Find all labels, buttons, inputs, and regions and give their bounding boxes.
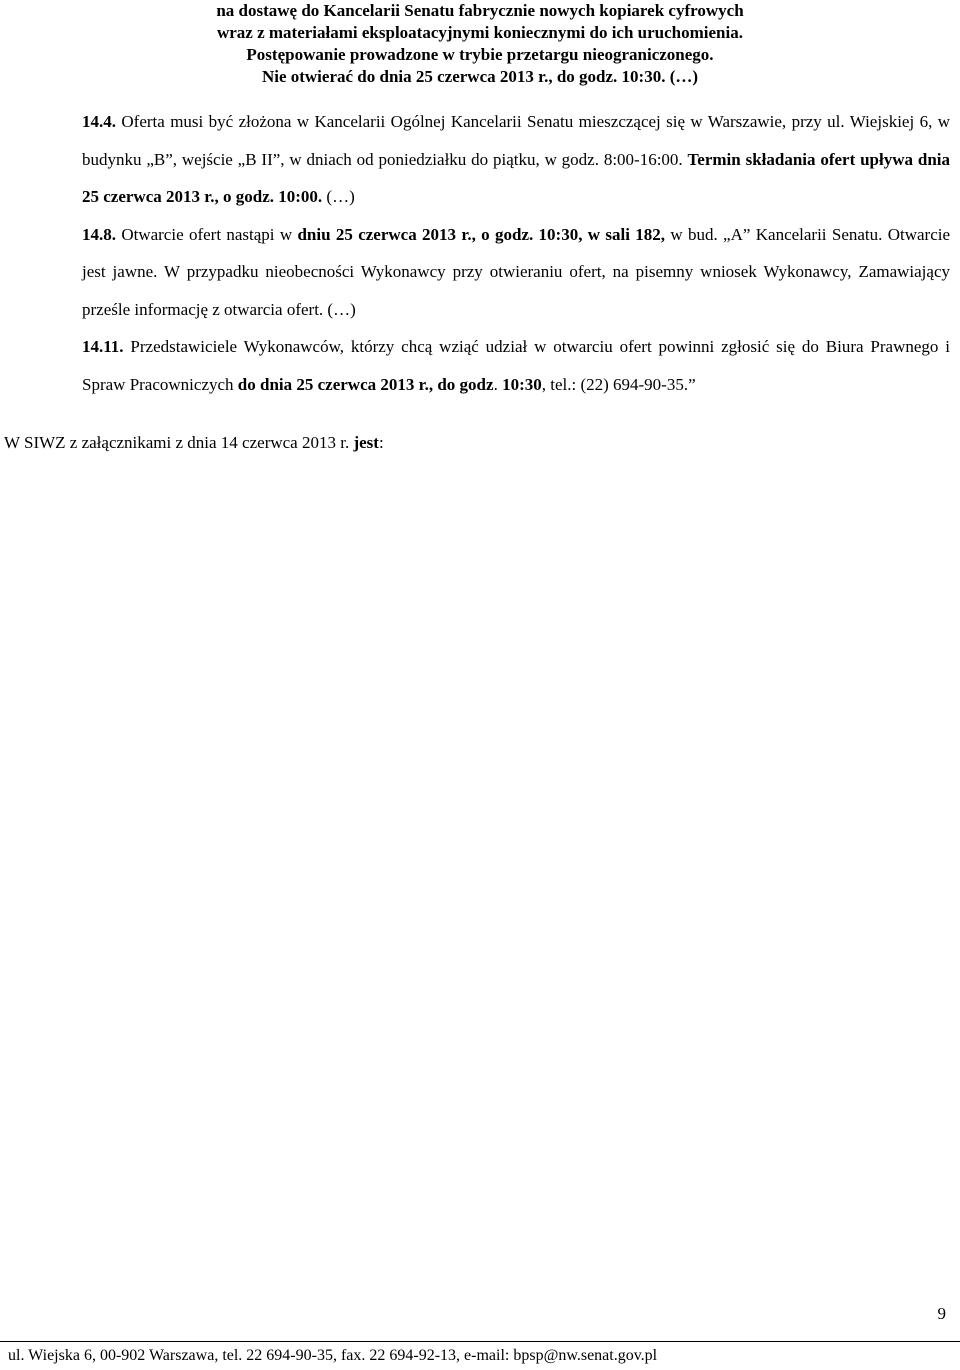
header-line: Postępowanie prowadzone w trybie przetargu nieograniczonego. xyxy=(246,45,714,64)
section-text: Oferta musi być złożona w Kancelarii Ogólnej Kancelarii Senatu mieszczącej się w Warszawie, przy ul. Wiejskiej 6, w budynku „B”, wejście „B II”, w dniach od poniedziałku do piątku, w godz. 8:00-16:00. xyxy=(82,112,950,169)
section-14-4 xyxy=(82,103,950,216)
section-number: 14.8. xyxy=(82,224,116,244)
closing-bold: jest xyxy=(353,433,379,452)
header-line: wraz z materiałami eksploatacyjnymi koniecznymi do ich uruchomienia. xyxy=(216,23,743,42)
section-14-11 xyxy=(82,328,950,403)
section-number: 14.4. xyxy=(82,112,116,131)
page-number: 9 xyxy=(937,1304,946,1323)
section-text: . xyxy=(493,374,503,394)
section-number: 14.11. xyxy=(82,337,124,356)
header-line: Nie otwierać do dnia 25 czerwca 2013 r., do godz. 10:30. (…) xyxy=(261,67,699,86)
section-text-bold: do dnia 25 czerwca 2013 r., do godz xyxy=(237,374,494,394)
section-text: Przedstawiciele Wykonawców, którzy chcą wziąć udział w otwarciu ofert powinni zgłosić się do Biura Prawnego i Spraw Pracowniczych xyxy=(82,337,950,394)
section-14-8 xyxy=(82,216,950,329)
section-text-bold: dniu 25 czerwca 2013 r., o godz. 10:30, w sali 182, xyxy=(297,224,666,244)
section-text: , tel.: (22) 694-90-35.” xyxy=(541,374,696,394)
page-footer: ul. Wiejska 6, 00-902 Warszawa, tel. 22 694-90-35, fax. 22 694-92-13, e-mail: bpsp@nw.senat.gov.pl xyxy=(8,1347,658,1364)
section-text: Otwarcie ofert nastąpi w xyxy=(116,224,298,244)
closing-text: W SIWZ z załącznikami z dnia 14 czerwca 2013 r. xyxy=(4,433,354,452)
closing-suffix: : xyxy=(378,433,384,452)
section-text: w bud. „A” Kancelarii Senatu. Otwarcie jest jawne. W przypadku nieobecności Wykonawcy przy otwieraniu ofert, na pisemny wniosek Wykonawcy, Zamawiający prześle informację z otwarcia ofert. (…) xyxy=(82,224,951,319)
closing-line xyxy=(4,428,384,458)
footer-divider xyxy=(0,1341,960,1342)
document-header xyxy=(0,0,960,88)
section-text: (…) xyxy=(322,187,355,206)
section-text-bold: 10:30 xyxy=(502,374,542,394)
document-body xyxy=(82,103,950,403)
header-line: na dostawę do Kancelarii Senatu fabrycznie nowych kopiarek cyfrowych xyxy=(216,1,744,20)
section-text-bold: Termin składania ofert upływa dnia 25 czerwca 2013 r., o godz. 10:00. xyxy=(82,149,950,206)
